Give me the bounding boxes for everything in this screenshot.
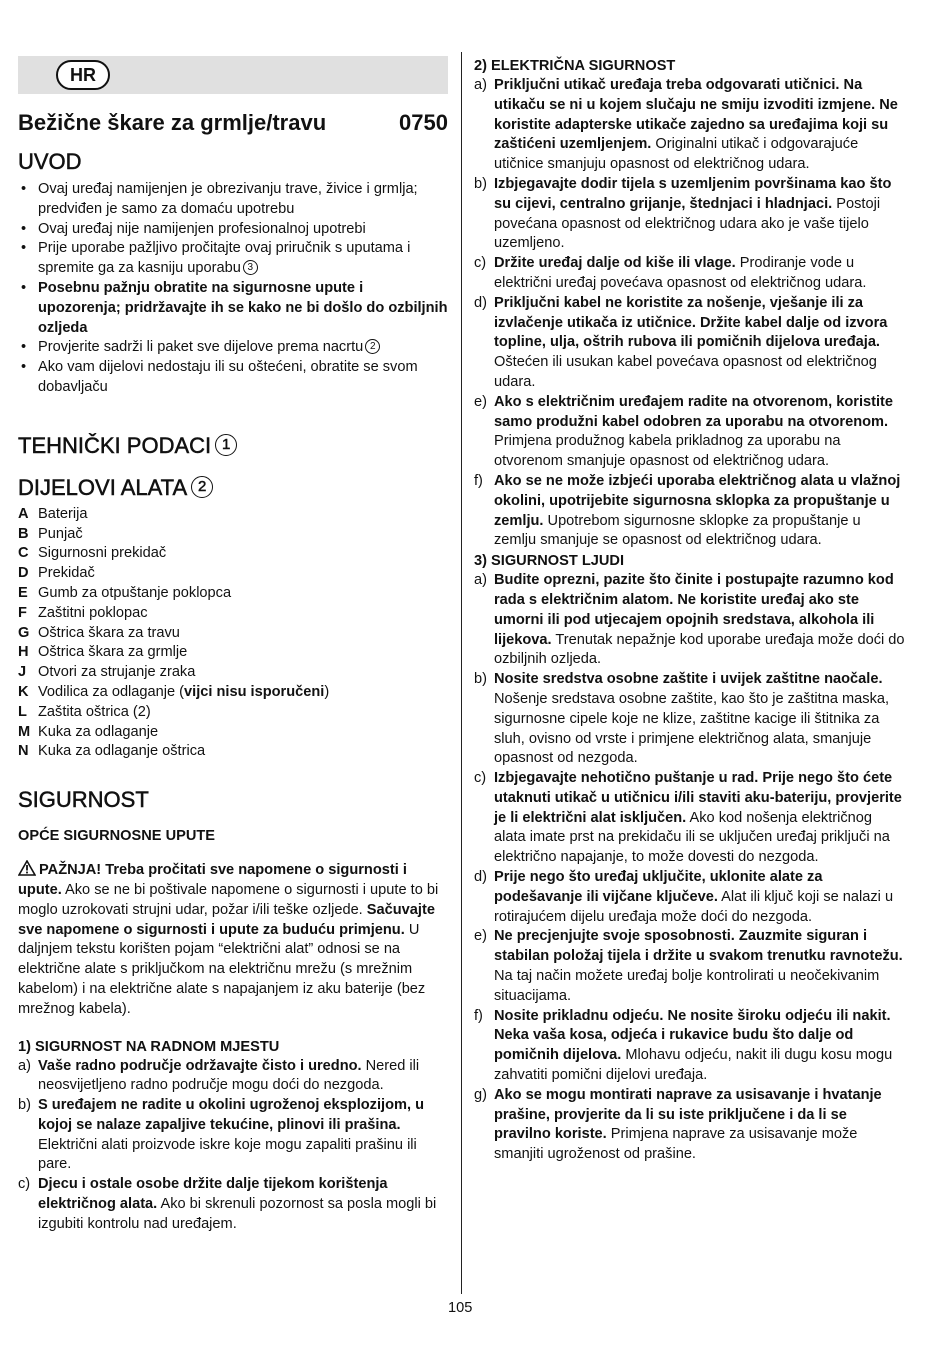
item-label: b) xyxy=(474,671,487,688)
item-text: Nered ili neosvijetljeno radno područje mogu doći do nezgoda. xyxy=(38,1057,420,1094)
item-text: Ako kod nošenja električnog alata imate prst na prekidaču ili se uključen uređaj priključi na električno napajanje, to može dovesti do nezgoda. xyxy=(494,809,890,866)
part-item xyxy=(18,643,448,663)
safety-item xyxy=(474,670,906,769)
part-label xyxy=(38,663,195,683)
sec2-list xyxy=(474,76,906,551)
part-label xyxy=(38,683,329,703)
language-bar xyxy=(18,56,448,94)
part-letter: K xyxy=(18,683,29,700)
item-label: g) xyxy=(474,1086,487,1103)
part-letter: C xyxy=(18,545,29,562)
part-text: Oštrica škara za travu xyxy=(38,624,180,641)
item-label: f) xyxy=(474,472,483,489)
part-letter: G xyxy=(18,624,30,641)
item-label: d) xyxy=(474,869,487,886)
bullet-text: Provjerite sadrži li paket sve dijelove prema nacrtu xyxy=(38,339,364,356)
warning-text-2: U daljnjem tekstu korišten pojam “električni alat” odnosi se na električne alate s priključkom na električnu mrežu (s mrežnim kabelom) i na električne alate s napajanjem iz aku baterije (bez mrežnog kabela). xyxy=(18,921,426,1017)
item-text: Postoji povećana opasnost od električnog udara ako je vaše tijelo uzemljeno. xyxy=(494,195,881,252)
part-item xyxy=(18,703,448,723)
part-text: Kuka za odlaganje oštrica xyxy=(38,743,206,760)
part-letter: E xyxy=(18,584,28,601)
item-label: a) xyxy=(18,1057,31,1074)
safety-item xyxy=(474,769,906,868)
part-text: Gumb za otpuštanje poklopca xyxy=(38,584,232,601)
part-tail-text: ) xyxy=(324,683,330,700)
part-item xyxy=(18,584,448,604)
safety-item xyxy=(474,571,906,670)
part-item xyxy=(18,604,448,624)
safety-heading: SIGURNOST xyxy=(18,787,149,813)
part-text: Baterija xyxy=(38,505,88,522)
item-label: a) xyxy=(474,572,487,589)
product-code: 0750 xyxy=(399,110,448,135)
safety-item xyxy=(474,927,906,1006)
item-body xyxy=(494,1007,906,1086)
uvod-bullet xyxy=(18,239,448,279)
item-text: Primjena produžnog kabela prikladnog za uporabu na otvorenom smanjuje opasnost od električnog udara. xyxy=(494,433,841,470)
part-letter: B xyxy=(18,525,29,542)
item-body xyxy=(38,1175,448,1234)
warning-bold-2: Sačuvajte sve napomene o sigurnosti i upute za buduću primjenu. xyxy=(18,901,435,938)
item-label: b) xyxy=(474,175,487,192)
bullet-text: Ovaj uređaj namijenjen je obrezivanju trave, živice i grmlja; predviđen je samo za domaću upotrebu xyxy=(38,181,418,217)
item-text: Na taj način možete uređaj bolje kontrolirati u neočekivanim situacijama. xyxy=(494,968,880,1004)
item-body xyxy=(494,670,906,769)
item-bold-text: Ne precjenjujte svoje sposobnosti. Zauzmite siguran i stabilan položaj tijela i držite u svakom trenutku ravnotežu. xyxy=(494,928,903,965)
language-badge: HR xyxy=(56,60,110,90)
bullet-bold-text: Posebnu pažnju obratite na sigurnosne upute i upozorenja; pridržavajte ih se kako ne bi došlo do ozbiljnih ozljeda xyxy=(38,279,448,336)
item-body xyxy=(494,294,906,393)
item-bold-text: Vaše radno područje održavajte čisto i uredno. xyxy=(38,1057,362,1074)
uvod-heading: UVOD xyxy=(18,149,82,174)
sec3-heading: 3) SIGURNOST LJUDI xyxy=(474,553,625,570)
page-number: 105 xyxy=(448,1300,473,1316)
part-item xyxy=(18,564,448,584)
item-bold-text: Izbjegavajte dodir tijela s uzemljenim površinama kao što su cijevi, centralno grijanje, štednjaci i hladnjaci. xyxy=(494,175,892,212)
part-bold-text: vijci nisu isporučeni xyxy=(184,683,325,700)
part-label xyxy=(38,564,95,584)
item-label: c) xyxy=(18,1176,31,1193)
safety-item xyxy=(474,1086,906,1165)
item-body xyxy=(494,769,906,868)
sec3-list xyxy=(474,571,906,1165)
item-text: Trenutak nepažnje kod uporabe uređaja može doći do ozbiljnih ozljeda. xyxy=(494,631,905,668)
item-bold-text: Ako se ne može izbjeći uporaba električnog alata u vlažnoj okolini, upotrijebite sigurnosna sklopka za propuštanje u zemlju. xyxy=(494,472,901,529)
safety-item xyxy=(18,1096,448,1175)
item-body xyxy=(494,254,906,294)
item-bold-text: Priključni kabel ne koristite za nošenje, vješanje ili za izvlačenje utikača iz utičnice. Držite kabel dalje od izvora topline, ulja, oštrih rubova ili pomičnih dijelova uređaja. xyxy=(494,294,888,351)
item-label: f) xyxy=(474,1007,483,1024)
item-label: e) xyxy=(474,393,487,410)
safety-item xyxy=(474,868,906,927)
item-body xyxy=(494,571,906,670)
item-bold-text: Nosite sredstva osobne zaštite i uvijek zaštitne naočale. xyxy=(494,671,883,688)
parts-heading-text: DIJELOVI ALATA xyxy=(18,474,188,500)
part-text: Prekidač xyxy=(38,565,95,582)
safety-item xyxy=(474,254,906,294)
tech-heading xyxy=(18,432,448,460)
safety-item xyxy=(474,294,906,393)
part-letter: F xyxy=(18,604,27,621)
safety-item xyxy=(474,175,906,254)
safety-item xyxy=(474,76,906,175)
part-label xyxy=(38,723,158,743)
item-label: e) xyxy=(474,928,487,945)
item-body xyxy=(494,927,906,1006)
bullet-text: Ako vam dijelovi nedostaju ili su oštećeni, obratite se svom dobavljaču xyxy=(38,359,418,395)
warning-bold-1: PAŽNJA! Treba pročitati sve napomene o sigurnosti i upute. xyxy=(18,862,407,898)
item-text: Ako bi skrenuli pozornost sa posla mogli bi izgubiti kontrolu nad uređajem. xyxy=(38,1196,437,1232)
item-label: d) xyxy=(474,294,487,311)
part-text: Zaštita oštrica (2) xyxy=(38,703,151,720)
figure-ref: 1 xyxy=(215,434,237,456)
bullet-text: Ovaj uređaj nije namijenjen profesionalnoj upotrebi xyxy=(38,220,366,237)
warning-paragraph xyxy=(18,860,448,1019)
part-letter: M xyxy=(18,723,31,740)
part-text: Vodilica za odlaganje ( xyxy=(38,683,185,700)
part-letter: J xyxy=(18,664,27,681)
part-label xyxy=(38,544,166,564)
part-item xyxy=(18,663,448,683)
part-label xyxy=(38,703,151,723)
part-text: Otvori za strujanje zraka xyxy=(38,664,196,681)
figure-ref: 3 xyxy=(243,260,258,275)
sec1-list xyxy=(18,1057,448,1235)
item-text: Mlohavu odjeću, nakit ili dugu kosu mogu zahvatiti pomični dijelovi uređaja. xyxy=(494,1047,893,1084)
part-item xyxy=(18,742,448,762)
item-bold-text: Djecu i ostale osobe držite dalje tijekom korištenja električnog alata. xyxy=(38,1176,388,1213)
part-label xyxy=(38,525,83,545)
item-text: Originalni utikač i odgovarajuće utičnice smanjuju opasnost od električnog udara. xyxy=(494,136,859,173)
item-bold-text: Nosite prikladnu odjeću. Ne nosite široku odjeću ili nakit. Neka vaša kosa, odjeća i rukavice budu što dalje od pomičnih dijelova. xyxy=(494,1007,891,1064)
part-item xyxy=(18,683,448,703)
item-body xyxy=(494,175,906,254)
bullet-text: Prije uporabe pažljivo pročitajte ovaj priručnik s uputama i spremite ga za kasniju uporabu xyxy=(38,240,411,277)
item-text: Prodiranje vode u električni uređaj povećava opasnost od električnog udara. xyxy=(494,255,867,291)
item-text: Nošenje sredstava osobne zaštite, kao što je zaštitna maska, sigurnosne cipele koje ne klize, zaštitne kacige ili štitnika za sluh, ovisno od vrste i primjene električnog alata, smanjuje opasnost od nezgoda. xyxy=(494,690,890,767)
item-bold-text: Držite uređaj dalje od kiše ili vlage. xyxy=(494,255,736,272)
figure-ref: 2 xyxy=(191,476,213,498)
parts-heading xyxy=(18,474,448,502)
uvod-bullet xyxy=(18,180,448,220)
item-label: b) xyxy=(18,1097,31,1114)
part-letter: L xyxy=(18,703,27,720)
item-bold-text: Priključni utikač uređaja treba odgovarati utičnici. Na utikaču se ni u kojem slučaju ne smiju izvoditi izmjene. Ne koristite adapterske utikače zajedno sa uređajima koji su zaštićeni uzemljenjem. xyxy=(494,77,898,153)
safety-item xyxy=(18,1175,448,1234)
item-body xyxy=(494,868,906,927)
part-item xyxy=(18,723,448,743)
part-item xyxy=(18,525,448,545)
item-body xyxy=(494,1086,906,1165)
sec1-heading: 1) SIGURNOST NA RADNOM MJESTU xyxy=(18,1038,280,1055)
part-letter: N xyxy=(18,743,29,760)
item-bold-text: Budite oprezni, pazite što činite i postupajte razumno kod rada s električnim alatom. Ne koristite uređaj ako ste umorni ili pod utjecajem opojnih sredstava, alkohola ili lijekova. xyxy=(494,572,894,648)
uvod-bullet xyxy=(18,338,448,358)
part-item xyxy=(18,505,448,525)
part-item xyxy=(18,544,448,564)
part-letter: D xyxy=(18,565,29,582)
uvod-bullet xyxy=(18,358,448,398)
item-bold-text: Ako s električnim uređajem radite na otvorenom, koristite samo produžni kabel odobren za uporabu na otvorenom. xyxy=(494,393,894,430)
item-label: c) xyxy=(474,255,487,272)
uvod-bullet xyxy=(18,220,448,240)
item-text: Električni alati proizvode iskre koje mogu zapaliti prašinu ili pare. xyxy=(38,1136,417,1173)
part-text: Punjač xyxy=(38,525,83,542)
safety-item xyxy=(474,472,906,551)
uvod-bullet-list xyxy=(18,180,448,398)
part-item xyxy=(18,624,448,644)
item-body xyxy=(494,76,906,175)
tech-heading-text: TEHNIČKI PODACI xyxy=(18,432,212,458)
safety-item xyxy=(474,393,906,472)
product-title xyxy=(18,109,448,137)
figure-ref: 2 xyxy=(365,339,380,354)
part-label xyxy=(38,624,180,644)
item-text: Primjena naprave za usisavanje može smanjiti ugroženost od prašine. xyxy=(494,1126,858,1163)
part-text: Kuka za odlaganje xyxy=(38,723,159,740)
part-label xyxy=(38,584,231,604)
item-label: c) xyxy=(474,770,487,787)
item-body xyxy=(38,1096,448,1175)
item-body xyxy=(38,1057,448,1097)
item-body xyxy=(494,393,906,472)
warning-icon xyxy=(18,860,36,876)
part-text: Zaštitni poklopac xyxy=(38,604,148,621)
part-letter: A xyxy=(18,505,29,522)
part-text: Sigurnosni prekidač xyxy=(38,545,167,562)
item-text: Alat ili ključ koji se nalazi u rotirajućem dijelu uređaja može doći do nezgoda. xyxy=(494,888,894,925)
item-bold-text: Ako se mogu montirati naprave za usisavanje i hvatanje prašine, provjerite da li su iste priključene i da li se pravilno koriste. xyxy=(494,1086,882,1143)
sec2-heading: 2) ELEKTRIČNA SIGURNOST xyxy=(474,58,676,74)
right-column xyxy=(474,56,906,1165)
item-bold-text: S uređajem ne radite u okolini ugroženoj eksplozijom, u kojoj se nalaze zapaljive tekućine, plinovi ili prašina. xyxy=(38,1097,424,1133)
item-label: a) xyxy=(474,77,487,93)
warning-text-1: Ako se ne bi poštivale napomene o sigurnosti i upute to bi moglo uzrokovati strujni udar, požar i/ili teške ozljede. xyxy=(18,881,439,918)
part-text: Oštrica škara za grmlje xyxy=(38,644,188,661)
column-divider xyxy=(461,52,462,1294)
item-bold-text: Izbjegavajte nehotično puštanje u rad. Prije nego što ćete utaknuti utikač u utičnicu i/ili staviti aku-bateriju, provjerite je li električni alat isključen. xyxy=(494,770,902,826)
part-label xyxy=(38,604,148,624)
safety-item xyxy=(474,1007,906,1086)
part-label xyxy=(38,742,205,762)
left-column xyxy=(18,56,448,1235)
uvod-bullet xyxy=(18,279,448,338)
item-body xyxy=(494,472,906,551)
product-name: Bežične škare za grmlje/travu xyxy=(18,110,327,135)
item-text: Oštećen ili usukan kabel povećava opasnost od električnog udara. xyxy=(494,354,877,390)
item-text: Upotrebom sigurnosne sklopke za propuštanje u zemlju smanjuje se opasnost od električnog udara. xyxy=(494,512,861,549)
part-label xyxy=(38,505,87,525)
item-bold-text: Prije nego što uređaj uključite, uklonite alate za podešavanje ili vijčane ključeve. xyxy=(494,869,823,905)
safety-item xyxy=(18,1057,448,1097)
safety-subheading: OPĆE SIGURNOSNE UPUTE xyxy=(18,828,216,845)
part-letter: H xyxy=(18,644,29,661)
part-label xyxy=(38,643,187,663)
parts-list xyxy=(18,505,448,762)
